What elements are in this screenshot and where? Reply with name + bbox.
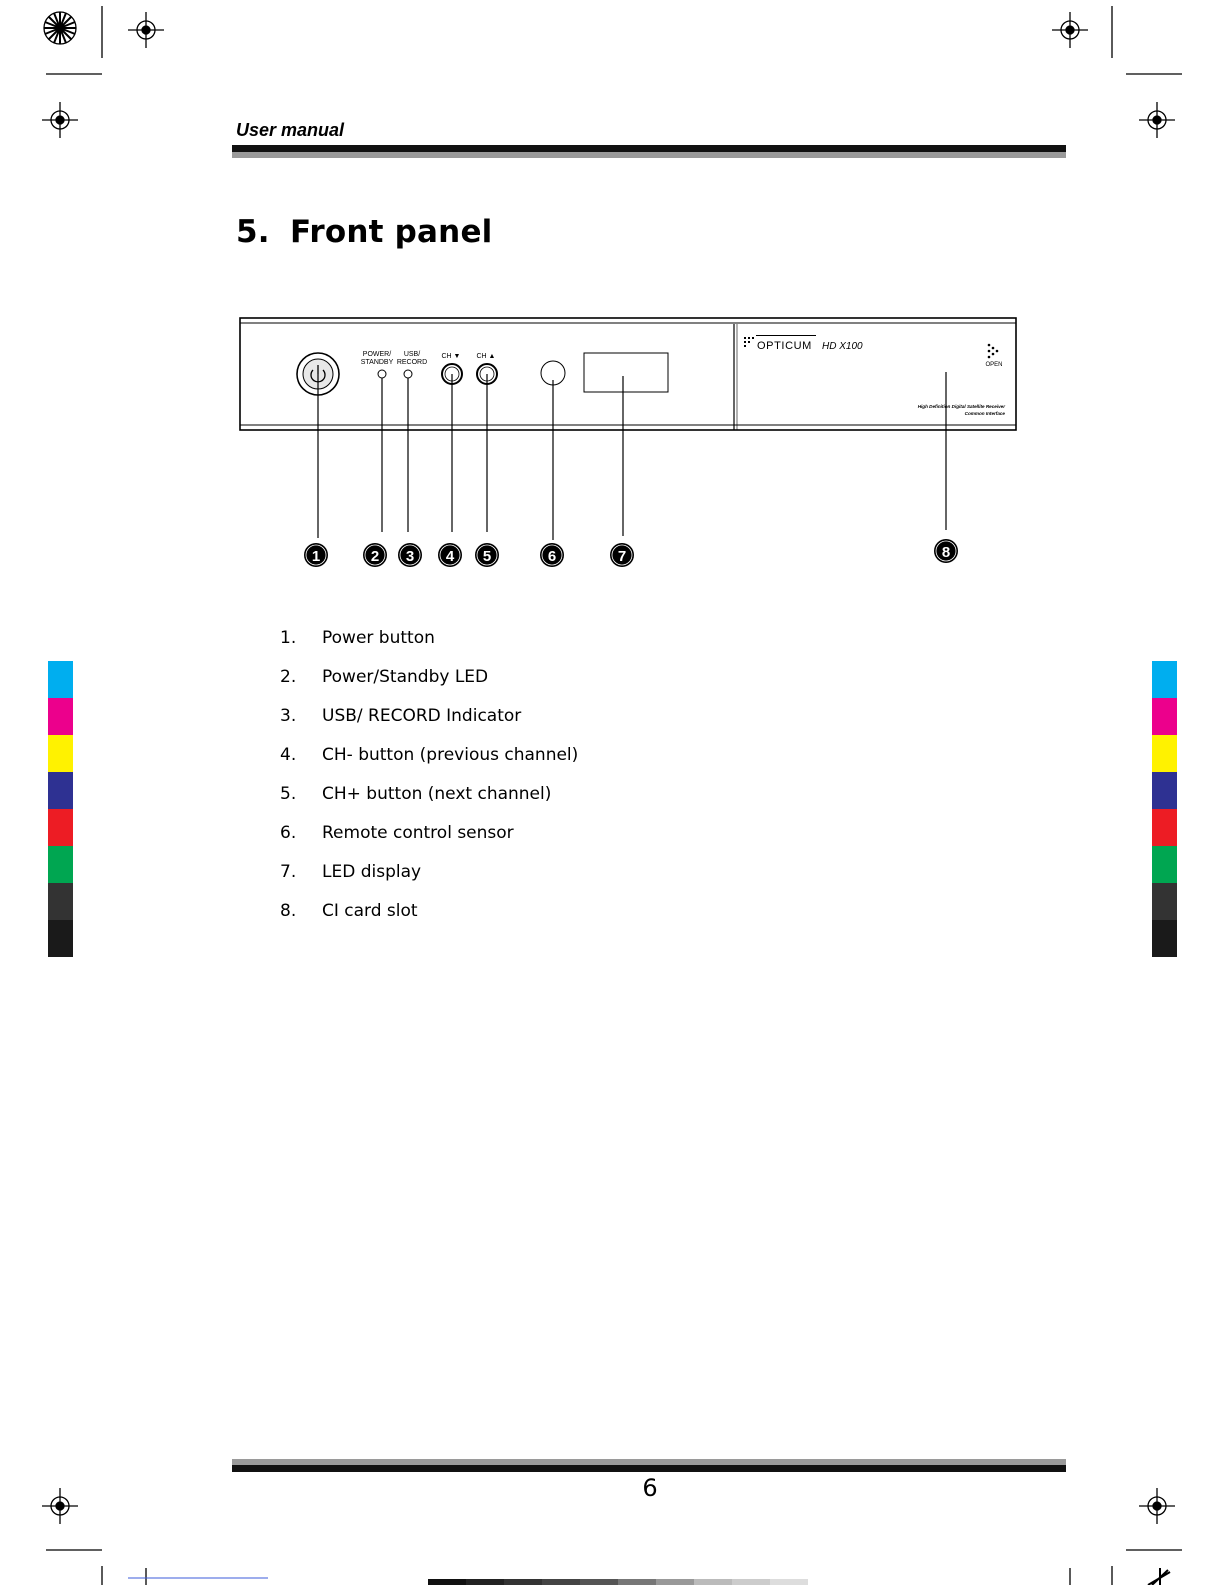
tagline: High Definition Digital Satellite Receiver [917,404,1005,409]
header-rule-shade [232,152,1066,158]
registration-mark-icon [1139,102,1175,138]
list-item [280,628,578,667]
registration-mark-icon [128,12,164,48]
color-swatch [48,920,73,957]
list-item-number: 8. [280,901,297,921]
callout-6 [540,543,564,567]
tagline-2: Common Interface [964,411,1005,416]
svg-text:4: 4 [445,548,455,565]
color-swatch [1152,698,1177,735]
list-item [280,784,578,823]
power-standby-led [378,370,386,378]
color-swatch [1152,772,1177,809]
list-item-text: Remote control sensor [322,823,514,843]
color-swatch [48,735,73,772]
power-standby-label-2: STANDBY [360,359,394,366]
starburst-icon [1148,1568,1170,1585]
callout-3 [398,543,422,567]
page-number: 6 [642,1474,658,1502]
callout-1 [304,543,328,567]
list-item-text: Power button [322,628,435,648]
list-item [280,745,578,784]
registration-mark-icon [42,102,78,138]
list-item-text: CI card slot [322,901,418,921]
callout-5 [475,543,499,567]
list-item-text: CH- button (previous channel) [322,745,579,765]
list-item-number: 7. [280,862,297,882]
callout-8 [934,539,958,563]
led-display [584,353,668,392]
footer-rule [232,1465,1066,1472]
callout-4 [438,543,462,567]
usb-record-led [404,370,412,378]
color-swatch [48,698,73,735]
open-label: OPEN [985,362,1003,368]
section-title [236,214,493,250]
list-item [280,706,578,745]
color-swatch [1152,661,1177,698]
svg-text:5: 5 [482,548,492,565]
color-swatch [1152,735,1177,772]
list-item-number: 1. [280,628,297,648]
color-swatch [48,809,73,846]
model-name: HD X100 [822,341,863,352]
svg-text:1: 1 [311,548,321,565]
list-item [280,901,578,940]
list-item-text: USB/ RECORD Indicator [322,706,522,726]
svg-text:8: 8 [941,544,951,561]
list-item [280,862,578,901]
color-swatch [1152,883,1177,920]
svg-text:7: 7 [617,548,627,565]
color-bar-left [48,661,73,957]
color-swatch [48,772,73,809]
callout-2 [363,543,387,567]
registration-mark-icon [1052,12,1088,48]
color-swatch [48,846,73,883]
header-title: User manual [236,120,345,140]
color-swatch [48,661,73,698]
section-number: 5. [236,214,270,250]
usb-record-label-2: RECORD [396,359,428,366]
svg-text:3: 3 [405,548,415,565]
color-swatch [1152,920,1177,957]
list-item-number: 3. [280,706,297,726]
brand-name: OPTICUM [757,340,812,352]
color-swatch [1152,846,1177,883]
color-swatch [48,883,73,920]
ch-down-label: CH ▼ [441,353,461,360]
legend-list [280,628,578,940]
starburst-icon [44,12,76,44]
list-item-number: 5. [280,784,297,804]
color-bar-right [1152,661,1177,957]
list-item-number: 4. [280,745,297,765]
power-standby-label: POWER/ [362,351,392,358]
list-item [280,823,578,862]
usb-record-label: USB/ [403,351,421,358]
list-item-text: Power/Standby LED [322,667,489,687]
gray-step-bar [428,1579,808,1585]
list-item-number: 2. [280,667,297,687]
section-title-text: Front panel [290,214,493,250]
list-item-text: LED display [322,862,422,882]
ch-up-label: CH ▲ [476,353,496,360]
svg-text:6: 6 [547,548,557,565]
callout-7 [610,543,634,567]
svg-text:2: 2 [370,548,380,565]
list-item [280,667,578,706]
front-panel-diagram [230,310,1030,585]
header-rule [232,145,1066,152]
color-swatch [1152,809,1177,846]
list-item-text: CH+ button (next channel) [322,784,552,804]
list-item-number: 6. [280,823,297,843]
